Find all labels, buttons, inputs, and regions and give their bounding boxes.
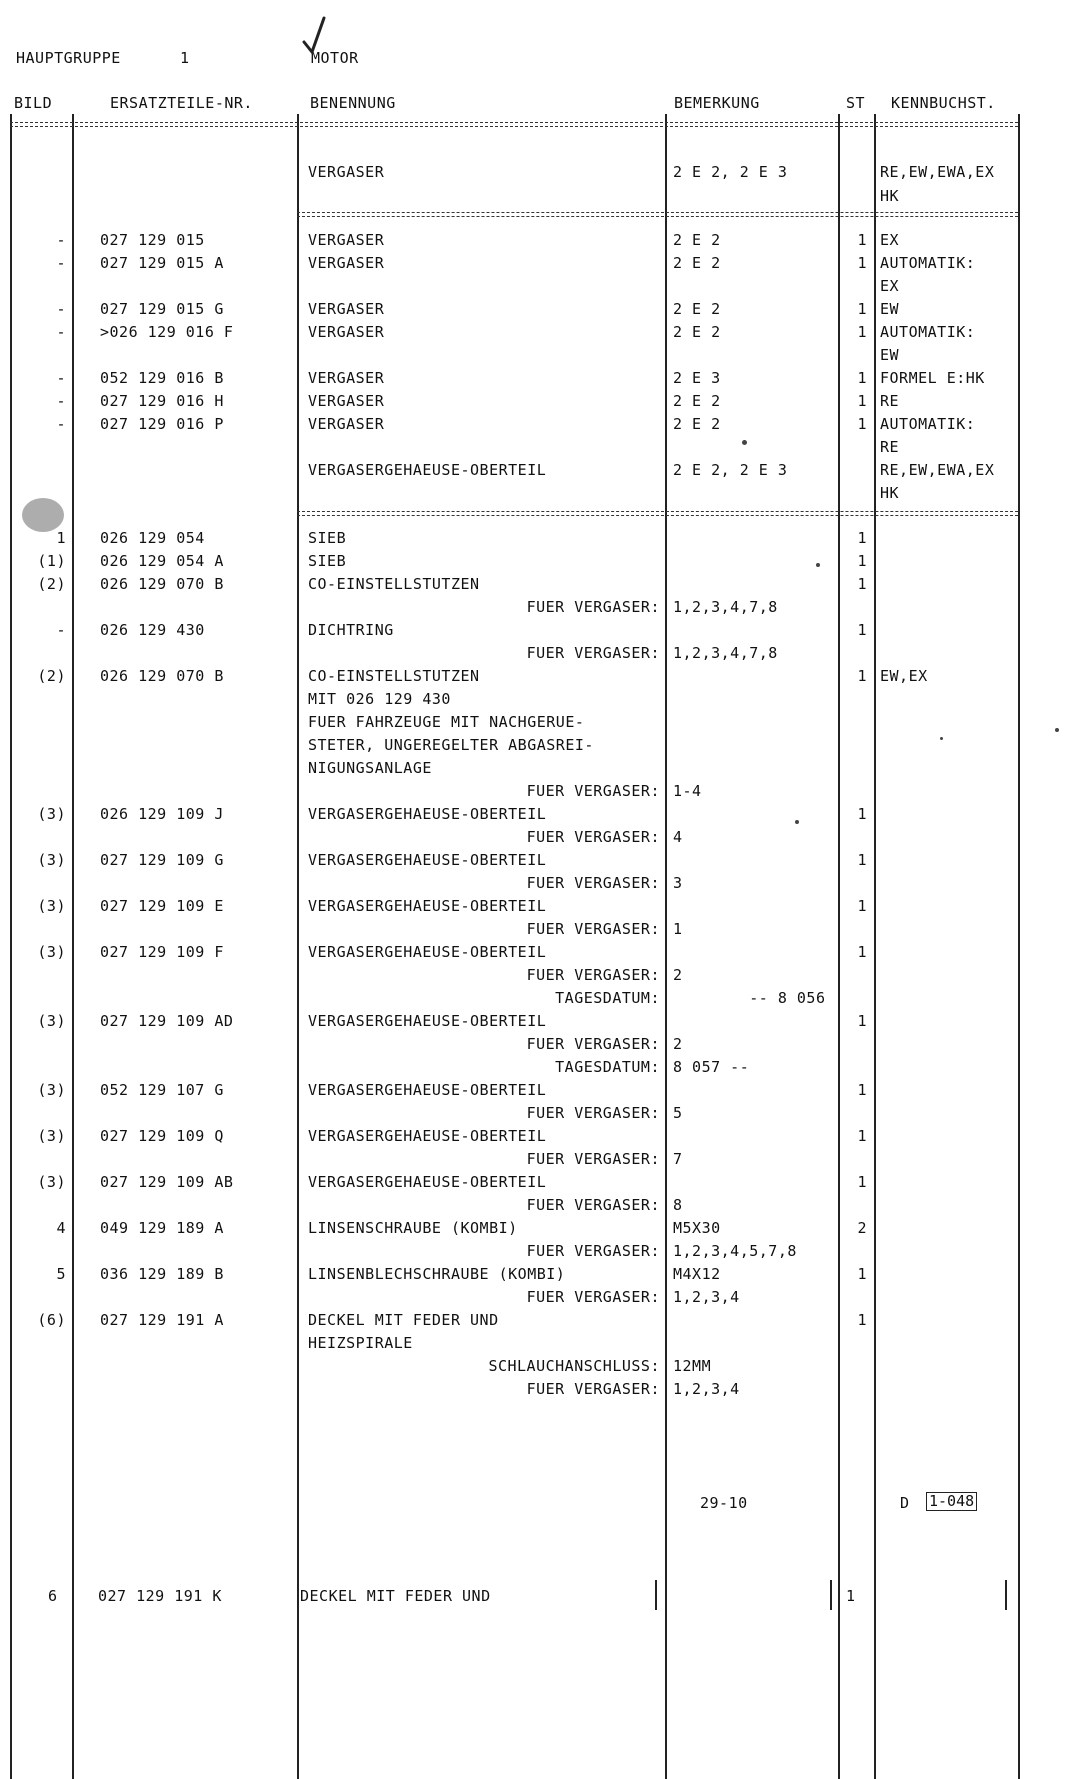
cell-st: 1 xyxy=(857,1127,867,1145)
cell-bild: 5 xyxy=(56,1265,66,1283)
header-separator xyxy=(10,122,1018,123)
cell-bild: (3) xyxy=(37,1173,66,1191)
cell-ben: VERGASER xyxy=(308,163,385,181)
header-separator xyxy=(10,126,1018,127)
cell-nr: 027 129 016 P xyxy=(100,415,224,433)
language-code: D xyxy=(900,1494,910,1512)
cell-st: 1 xyxy=(857,851,867,869)
cell-bem: 1,2,3,4,7,8 xyxy=(673,644,778,662)
cell-ben: HEIZSPIRALE xyxy=(308,1334,413,1352)
section-separator xyxy=(297,216,1018,217)
cell-bem: 2 E 2 xyxy=(673,392,721,410)
cell-nr: 027 129 016 H xyxy=(100,392,224,410)
cell-bem: 2 E 2, 2 E 3 xyxy=(673,163,788,181)
cell-ben: DECKEL MIT FEDER UND xyxy=(308,1311,499,1329)
cell-bild: (1) xyxy=(37,552,66,570)
cell-st: 1 xyxy=(857,1173,867,1191)
cell-ben: VERGASER xyxy=(308,231,385,249)
col-header-bemerkung: BEMERKUNG xyxy=(674,94,760,112)
cell-st: 1 xyxy=(857,897,867,915)
cell-ben: SIEB xyxy=(308,552,347,570)
cell-ben: FUER VERGASER: xyxy=(526,644,660,662)
cell-nr: 027 129 109 Q xyxy=(100,1127,224,1145)
cell-bem: 5 xyxy=(673,1104,683,1122)
cell-nr: 027 129 109 G xyxy=(100,851,224,869)
cell-bem: 8 xyxy=(673,1196,683,1214)
cell-bem: 2 E 2 xyxy=(673,300,721,318)
cell-bem: 2 E 2 xyxy=(673,415,721,433)
cell-ben: FUER VERGASER: xyxy=(526,1196,660,1214)
cell-bem: 12MM xyxy=(673,1357,712,1375)
cell-ben: CO-EINSTELLSTUTZEN xyxy=(308,667,480,685)
section-separator xyxy=(297,511,1018,512)
section-separator xyxy=(297,212,1018,213)
cell-bild: - xyxy=(56,323,66,341)
cell-bild: - xyxy=(56,621,66,639)
cell-bild: - xyxy=(56,231,66,249)
cell-ben: VERGASERGEHAEUSE-OBERTEIL xyxy=(308,1173,547,1191)
cell-bild: - xyxy=(56,254,66,272)
cell-bild: (2) xyxy=(37,667,66,685)
cell-ben: CO-EINSTELLSTUTZEN xyxy=(308,575,480,593)
cell-bild: - xyxy=(56,300,66,318)
cell-nr: 027 129 191 A xyxy=(100,1311,224,1329)
cell-st: 1 xyxy=(857,552,867,570)
cell-ben: FUER VERGASER: xyxy=(526,1288,660,1306)
cell-bem: 1,2,3,4,5,7,8 xyxy=(673,1242,797,1260)
cell-bem: 2 E 2 xyxy=(673,323,721,341)
cell-ben: DICHTRING xyxy=(308,621,394,639)
cell-st: 1 xyxy=(857,231,867,249)
cell-bem: 1,2,3,4,7,8 xyxy=(673,598,778,616)
cell-nr: >026 129 016 F xyxy=(100,323,234,341)
scan-speck xyxy=(816,563,820,567)
cell-bild: 1 xyxy=(56,529,66,547)
cell-ben: SIEB xyxy=(308,529,347,547)
cell-kb: RE xyxy=(880,438,900,456)
page-code-box: 1-048 xyxy=(926,1492,977,1511)
cell-nr: 026 129 054 xyxy=(100,529,205,547)
cell-kb: HK xyxy=(880,187,900,205)
cell-bem: 1,2,3,4 xyxy=(673,1380,740,1398)
cell-bild: (6) xyxy=(37,1311,66,1329)
cell-bem: 2 E 2, 2 E 3 xyxy=(673,461,788,479)
cell-ben: STETER, UNGEREGELTER ABGASREI- xyxy=(308,736,594,754)
cell-st: 1 xyxy=(857,667,867,685)
cell-kb: EW xyxy=(880,300,900,318)
cell-nr: 027 129 109 E xyxy=(100,897,224,915)
cell-st: 1 xyxy=(857,1265,867,1283)
grid-line xyxy=(1018,114,1020,1779)
scan-speck xyxy=(940,737,943,740)
cell-kb: AUTOMATIK: xyxy=(880,415,976,433)
cell-kb: HK xyxy=(880,484,900,502)
cell-nr: 049 129 189 A xyxy=(100,1219,224,1237)
cell-st: 1 xyxy=(857,621,867,639)
cell-kb: EW xyxy=(880,346,900,364)
cell-st: 1 xyxy=(857,529,867,547)
cell-ben: FUER VERGASER: xyxy=(526,1242,660,1260)
cell-st: 1 xyxy=(857,1012,867,1030)
grid-line xyxy=(655,1580,657,1610)
cell-ben: VERGASERGEHAEUSE-OBERTEIL xyxy=(308,1081,547,1099)
grid-line xyxy=(665,114,667,1779)
cell-ben: TAGESDATUM: xyxy=(555,1058,660,1076)
next-row-nr: 027 129 191 K xyxy=(98,1587,222,1605)
cell-kb: FORMEL E:HK xyxy=(880,369,985,387)
scan-speck xyxy=(795,820,799,824)
cell-ben: MIT 026 129 430 xyxy=(308,690,451,708)
next-row-bild: 6 xyxy=(48,1587,58,1605)
cell-ben: FUER VERGASER: xyxy=(526,920,660,938)
cell-bem: M5X30 xyxy=(673,1219,721,1237)
cell-nr: 027 129 109 AD xyxy=(100,1012,234,1030)
cell-ben: VERGASER xyxy=(308,369,385,387)
cell-ben: VERGASERGEHAEUSE-OBERTEIL xyxy=(308,461,547,479)
cell-kb: EX xyxy=(880,277,900,295)
cell-st: 1 xyxy=(857,1081,867,1099)
group-label: HAUPTGRUPPE xyxy=(16,49,121,67)
cell-nr: 027 129 015 G xyxy=(100,300,224,318)
cell-bild: (2) xyxy=(37,575,66,593)
cell-bem: 3 xyxy=(673,874,683,892)
cell-kb: RE xyxy=(880,392,900,410)
col-header-st: ST xyxy=(846,94,866,112)
cell-ben: FUER VERGASER: xyxy=(526,782,660,800)
cell-bild: 4 xyxy=(56,1219,66,1237)
cell-nr: 052 129 107 G xyxy=(100,1081,224,1099)
cell-bem: 7 xyxy=(673,1150,683,1168)
cell-bem: 2 E 3 xyxy=(673,369,721,387)
cell-kb: RE,EW,EWA,EX xyxy=(880,163,995,181)
cell-nr: 026 129 109 J xyxy=(100,805,224,823)
cell-bild: - xyxy=(56,415,66,433)
col-header-kennbuchst: KENNBUCHST. xyxy=(891,94,996,112)
cell-ben: VERGASERGEHAEUSE-OBERTEIL xyxy=(308,897,547,915)
grid-line xyxy=(297,114,299,1779)
cell-kb: EW,EX xyxy=(880,667,928,685)
cell-kb: AUTOMATIK: xyxy=(880,323,976,341)
cell-st: 1 xyxy=(857,254,867,272)
cell-nr: 052 129 016 B xyxy=(100,369,224,387)
cell-kb: AUTOMATIK: xyxy=(880,254,976,272)
cell-ben: VERGASERGEHAEUSE-OBERTEIL xyxy=(308,805,547,823)
grid-line xyxy=(10,114,12,1779)
cell-ben: TAGESDATUM: xyxy=(555,989,660,1007)
grid-line xyxy=(72,114,74,1779)
cell-bem: 2 xyxy=(673,1035,683,1053)
next-row-st: 1 xyxy=(846,1587,856,1605)
group-name: MOTOR xyxy=(311,49,359,67)
cell-nr: 027 129 109 AB xyxy=(100,1173,234,1191)
checkmark-annotation-icon xyxy=(300,10,340,60)
cell-ben: VERGASERGEHAEUSE-OBERTEIL xyxy=(308,1012,547,1030)
cell-nr: 026 129 070 B xyxy=(100,667,224,685)
page-number: 29-10 xyxy=(700,1494,748,1512)
cell-ben: VERGASER xyxy=(308,323,385,341)
cell-bild: (3) xyxy=(37,943,66,961)
cell-bem: 4 xyxy=(673,828,683,846)
scan-speck xyxy=(742,440,747,445)
cell-bild: (3) xyxy=(37,805,66,823)
cell-bem: 2 E 2 xyxy=(673,231,721,249)
cell-bild: (3) xyxy=(37,1012,66,1030)
cell-ben: LINSENBLECHSCHRAUBE (KOMBI) xyxy=(308,1265,566,1283)
cell-ben: FUER VERGASER: xyxy=(526,828,660,846)
cell-nr: 027 129 109 F xyxy=(100,943,224,961)
col-header-benennung: BENENNUNG xyxy=(310,94,396,112)
grid-line xyxy=(874,114,876,1779)
section-separator xyxy=(297,515,1018,516)
grid-line xyxy=(297,1580,299,1610)
cell-kb: EX xyxy=(880,231,900,249)
cell-st: 1 xyxy=(857,575,867,593)
cell-ben: LINSENSCHRAUBE (KOMBI) xyxy=(308,1219,518,1237)
cell-ben: FUER VERGASER: xyxy=(526,598,660,616)
cell-kb: RE,EW,EWA,EX xyxy=(880,461,995,479)
cell-bild: (3) xyxy=(37,1127,66,1145)
cell-ben: VERGASERGEHAEUSE-OBERTEIL xyxy=(308,943,547,961)
cell-ben: VERGASERGEHAEUSE-OBERTEIL xyxy=(308,1127,547,1145)
cell-bem: 8 057 -- xyxy=(673,1058,750,1076)
cell-ben: FUER VERGASER: xyxy=(526,1380,660,1398)
ink-blot xyxy=(22,498,64,532)
cell-st: 1 xyxy=(857,323,867,341)
cell-bild: - xyxy=(56,369,66,387)
cell-ben: VERGASER xyxy=(308,415,385,433)
cell-ben: FUER VERGASER: xyxy=(526,1035,660,1053)
cell-ben: FUER VERGASER: xyxy=(526,1104,660,1122)
cell-ben: FUER FAHRZEUGE MIT NACHGERUE- xyxy=(308,713,585,731)
cell-st: 1 xyxy=(857,1311,867,1329)
cell-ben: FUER VERGASER: xyxy=(526,874,660,892)
cell-nr: 036 129 189 B xyxy=(100,1265,224,1283)
cell-bem: 2 xyxy=(673,966,683,984)
cell-bild: (3) xyxy=(37,1081,66,1099)
next-row-benennung: DECKEL MIT FEDER UND xyxy=(300,1587,491,1605)
scan-speck xyxy=(1055,728,1059,732)
col-header-bild: BILD xyxy=(14,94,53,112)
cell-bem: M4X12 xyxy=(673,1265,721,1283)
cell-ben: SCHLAUCHANSCHLUSS: xyxy=(488,1357,660,1375)
cell-st: 1 xyxy=(857,392,867,410)
col-header-nr: ERSATZTEILE-NR. xyxy=(110,94,253,112)
cell-st: 1 xyxy=(857,805,867,823)
cell-nr: 027 129 015 A xyxy=(100,254,224,272)
cell-st: 1 xyxy=(857,369,867,387)
cell-ben: VERGASER xyxy=(308,254,385,272)
cell-ben: FUER VERGASER: xyxy=(526,1150,660,1168)
grid-line xyxy=(1005,1580,1007,1610)
cell-st: 2 xyxy=(857,1219,867,1237)
cell-bem: 1 xyxy=(673,920,683,938)
cell-nr: 026 129 054 A xyxy=(100,552,224,570)
cell-ben: VERGASERGEHAEUSE-OBERTEIL xyxy=(308,851,547,869)
cell-st: 1 xyxy=(857,300,867,318)
cell-bem: 1,2,3,4 xyxy=(673,1288,740,1306)
cell-st: 1 xyxy=(857,943,867,961)
cell-ben: VERGASER xyxy=(308,300,385,318)
grid-line xyxy=(830,1580,832,1610)
cell-bem: 1-4 xyxy=(673,782,702,800)
cell-bild: (3) xyxy=(37,897,66,915)
cell-nr: 026 129 430 xyxy=(100,621,205,639)
group-number: 1 xyxy=(180,49,190,67)
cell-bild: - xyxy=(56,392,66,410)
cell-ben: FUER VERGASER: xyxy=(526,966,660,984)
grid-line xyxy=(72,1580,74,1610)
cell-ben: VERGASER xyxy=(308,392,385,410)
cell-ben: NIGUNGSANLAGE xyxy=(308,759,432,777)
cell-st: 1 xyxy=(857,415,867,433)
cell-nr: 026 129 070 B xyxy=(100,575,224,593)
cell-bild: (3) xyxy=(37,851,66,869)
cell-nr: 027 129 015 xyxy=(100,231,205,249)
cell-bem: 2 E 2 xyxy=(673,254,721,272)
cell-bem: -- 8 056 xyxy=(673,989,826,1007)
